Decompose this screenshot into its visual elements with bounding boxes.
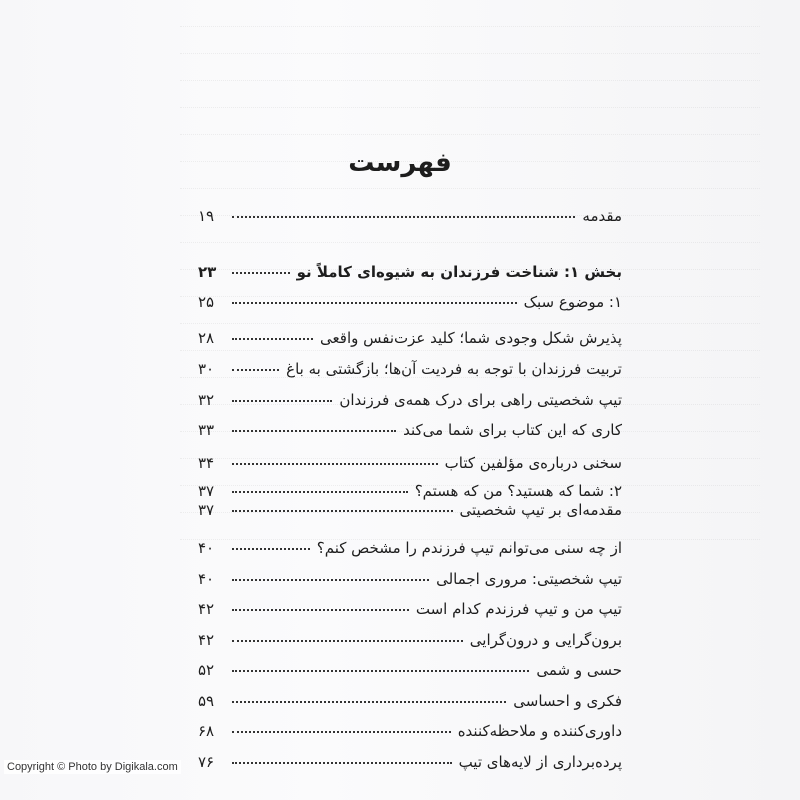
toc-entry <box>198 419 622 443</box>
dot-leader <box>232 534 310 550</box>
toc-entry-page-number: ۳۲ <box>198 391 215 409</box>
dot-leader <box>232 258 290 274</box>
toc-entry-title: ۲: شما که هستید؟ من که هستم؟ <box>414 482 622 500</box>
dot-leader <box>232 687 506 703</box>
toc-entry <box>198 291 622 315</box>
dot-leader <box>232 288 517 304</box>
toc-entry-page-number: ۵۹ <box>198 692 215 710</box>
toc-entry-page-number: ۳۰ <box>198 360 215 378</box>
toc-entry-title: کاری که این کتاب برای شما می‌کند <box>403 421 622 439</box>
toc-entry-page-number: ۱۹ <box>198 207 215 225</box>
toc-entry-title: پذیرش شکل وجودی شما؛ کلید عزت‌نفس واقعی <box>320 329 622 347</box>
dot-leader <box>232 324 313 340</box>
toc-entry-title: فکری و احساسی <box>513 692 622 710</box>
dot-leader <box>232 355 279 371</box>
toc-entry-page-number: ۷۶ <box>198 753 215 771</box>
toc-entry-title: حسی و شمی <box>536 661 622 679</box>
toc-entry-page-number: ۴۲ <box>198 631 215 649</box>
toc-entry-title: تربیت فرزندان با توجه به فردیت آن‌ها؛ بازگشتی به باغ <box>286 360 622 378</box>
toc-entry <box>198 452 622 476</box>
toc-entry-page-number: ۴۰ <box>198 539 215 557</box>
toc-entry <box>198 358 622 382</box>
toc-entry <box>198 751 622 775</box>
dot-leader <box>232 748 452 764</box>
toc-entry <box>198 499 622 523</box>
copyright-watermark: Copyright © Photo by Digikala.com <box>4 760 181 774</box>
toc-entry <box>198 659 622 683</box>
toc-entry-page-number: ۳۴ <box>198 454 215 472</box>
toc-entry-page-number: ۳۷ <box>198 482 215 500</box>
toc-entry-title: مقدمه‌ای بر تیپ شخصیتی <box>459 501 622 519</box>
toc-entry-page-number: ۲۳ <box>198 263 217 281</box>
toc-entry <box>198 205 622 229</box>
toc-entry-page-number: ۲۵ <box>198 293 215 311</box>
dot-leader <box>232 717 451 733</box>
toc-entry-page-number: ۳۳ <box>198 421 215 439</box>
toc-entry <box>198 389 622 413</box>
dot-leader <box>232 202 575 218</box>
toc-entry-title: تیپ شخصیتی راهی برای درک همه‌ی فرزندان <box>339 391 622 409</box>
toc-entry <box>198 629 622 653</box>
toc-entry-page-number: ۲۸ <box>198 329 215 347</box>
dot-leader <box>232 416 396 432</box>
toc-entry-page-number: ۳۷ <box>198 501 215 519</box>
toc-entry-title: بخش ۱: شناخت فرزندان به شیوه‌ای کاملاً نو <box>296 263 622 281</box>
toc-entry-title: مقدمه <box>582 207 622 225</box>
dot-leader <box>232 626 463 642</box>
toc-entry <box>198 537 622 561</box>
toc-entry <box>198 327 622 351</box>
toc-entry-page-number: ۵۲ <box>198 661 215 679</box>
dot-leader <box>232 656 529 672</box>
dot-leader <box>232 565 429 581</box>
dot-leader <box>232 477 408 493</box>
toc-entry-title: ۱: موضوع سبک <box>523 293 622 311</box>
toc-entry-title: داوری‌کننده و ملاحظه‌کننده <box>457 722 622 740</box>
toc-entry <box>198 598 622 622</box>
dot-leader <box>232 386 332 402</box>
dot-leader <box>232 595 409 611</box>
toc-entry-page-number: ۴۲ <box>198 600 215 618</box>
toc-entry-page-number: ۶۸ <box>198 722 215 740</box>
toc-entry-title: تیپ من و تیپ فرزندم کدام است <box>415 600 622 618</box>
toc-entry-title: پرده‌برداری از لایه‌های تیپ <box>458 753 622 771</box>
toc-entry-page-number: ۴۰ <box>198 570 215 588</box>
page-title: فهرست <box>348 148 452 178</box>
dot-leader <box>232 496 453 512</box>
toc-entry-title: از چه سنی می‌توانم تیپ فرزندم را مشخص کنم؟ <box>316 539 622 557</box>
toc-entry-title: برون‌گرایی و درون‌گرایی <box>469 631 622 649</box>
toc-entry-title: سخنی درباره‌ی مؤلفین کتاب <box>444 454 622 472</box>
toc-entry <box>198 720 622 744</box>
toc-entry <box>198 261 622 285</box>
toc-entry <box>198 568 622 592</box>
dot-leader <box>232 449 438 465</box>
toc-entry <box>198 690 622 714</box>
toc-entry-title: تیپ شخصیتی: مروری اجمالی <box>436 570 622 588</box>
